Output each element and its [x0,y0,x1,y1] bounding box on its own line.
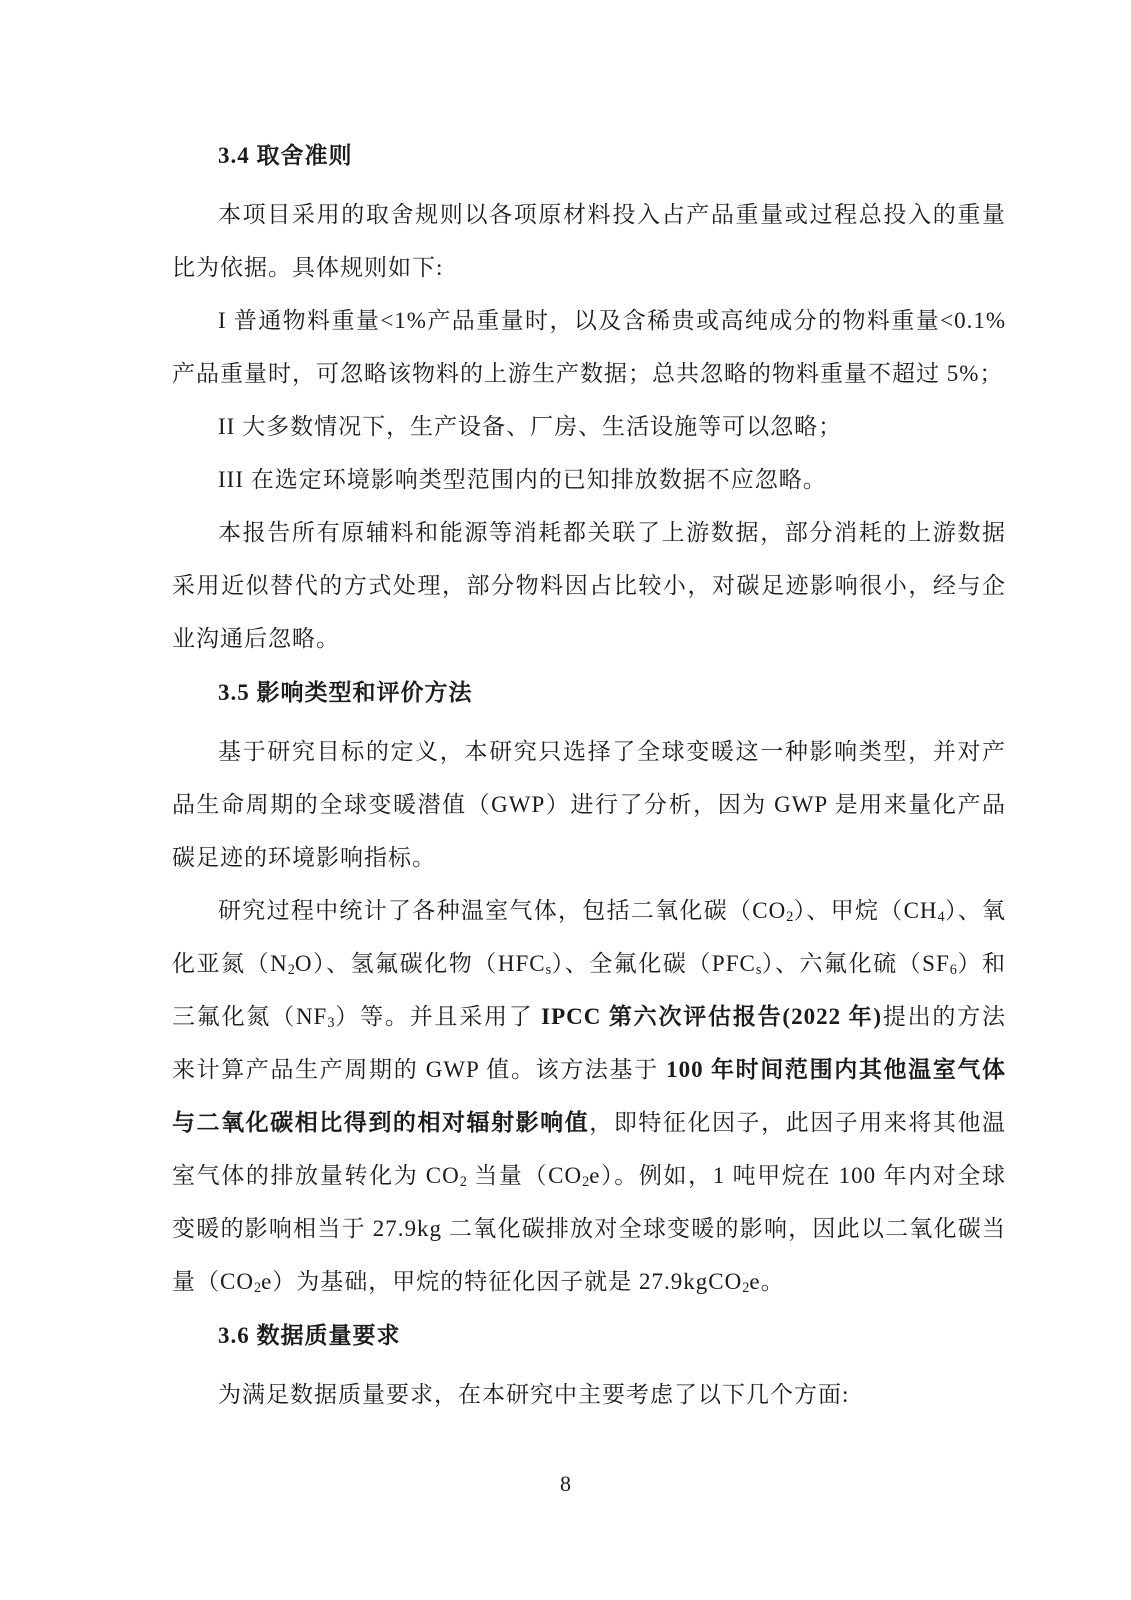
text-run-subscript: 2 [287,962,295,979]
text-run: 当量（CO [466,1163,583,1188]
text-run-subscript: 2 [786,909,794,926]
section-heading-3-6 [172,1309,1006,1362]
text-run: ）等。并且采用了 [334,1004,542,1029]
text-run: 研究过程中统计了各种温室气体，包括二氧化碳（CO [218,898,787,923]
paragraph-rule-2 [172,400,1006,453]
text-run-bold: 3.4 取舍准则 [218,143,353,168]
text-run-subscript: 2 [742,1280,750,1297]
text-run: 本报告所有原辅料和能源等消耗都关联了上游数据，部分消耗的上游数据采用近似替代的方式处理，部分物料因占比较小，对碳足迹影响很小，经与企业沟通后忽略。 [172,520,1006,651]
text-run-subscript: 2 [582,1174,590,1191]
text-run: e）。例如，1 吨甲烷在 100 年内对全球变暖的影响相当于 27.9kg 二氧化碳排放对全球变暖的影响，因此以二氧化碳当量（CO [172,1163,1007,1294]
paragraph-rule-1 [172,294,1006,400]
text-run-subscript: 4 [937,909,945,926]
section-heading-3-5 [172,666,1006,719]
text-run-subscript: 6 [949,962,957,979]
paragraph-data-quality-intro [172,1368,1006,1421]
text-run: 为满足数据质量要求，在本研究中主要考虑了以下几个方面: [218,1382,850,1407]
text-run-bold: 3.5 影响类型和评价方法 [218,680,473,705]
paragraph-cutoff-basis [172,188,1006,294]
text-run: 本项目采用的取舍规则以各项原材料投入占产品重量或过程总投入的重量比为依据。具体规则如下: [172,202,1006,280]
paragraph-ghg-gwp-method [172,884,1006,1308]
text-run-subscript: s [755,962,762,979]
document-body [172,128,1006,1421]
text-run: III 在选定环境影响类型范围内的已知排放数据不应忽略。 [218,467,827,492]
text-run: O）、氢氟碳化物（HFC [294,951,546,976]
text-run: ）、氧化亚氮（N [172,898,1007,976]
text-run-subscript: 2 [253,1280,262,1297]
text-run: I 普通物料重量<1%产品重量时，以及含稀贵或高纯成分的物料重量<0.1%产品重量时，可忽略该物料的上游生产数据；总共忽略的物料重量不超过 5%； [172,308,1006,386]
paragraph-rule-3 [172,453,1006,506]
text-run: 提出的方法来计算产品生产周期的 GWP 值。该方法基于 [172,1004,1007,1082]
text-run-bold: 3.6 数据质量要求 [218,1323,401,1348]
text-run-subscript: 3 [327,1015,335,1032]
text-run: ）、甲烷（CH [793,898,938,923]
text-run: 基于研究目标的定义，本研究只选择了全球变暖这一种影响类型，并对产品生命周期的全球变暖潜值（GWP）进行了分析，因为 GWP 是用来量化产品碳足迹的环境影响指标。 [172,739,1006,870]
text-run: ）、六氟化硫（SF [761,951,950,976]
text-run: e。 [749,1269,785,1294]
section-heading-3-4 [172,129,1006,182]
text-run-subscript: 2 [459,1174,467,1191]
text-run-bold: IPCC 第六次评估报告(2022 年) [541,1004,883,1029]
paragraph-upstream-data [172,506,1006,665]
text-run: ，即特征化因子，此因子用来将其他温室气体的排放量转化为 CO [172,1110,1007,1188]
text-run: II 大多数情况下，生产设备、厂房、生活设施等可以忽略； [218,414,843,439]
text-run: ）、全氟化碳（PFC [551,951,756,976]
text-run-subscript: s [545,962,552,979]
paragraph-impact-type [172,725,1006,884]
text-run-bold: 100 年时间范围内其他温室气体与二氧化碳相比得到的相对辐射影响值 [172,1057,1006,1135]
text-run: ）和三氟化氮（NF [172,951,1006,1029]
page-number: 8 [560,1471,571,1496]
text-run: e）为基础，甲烷的特征化因子就是 27.9kgCO [261,1269,743,1294]
